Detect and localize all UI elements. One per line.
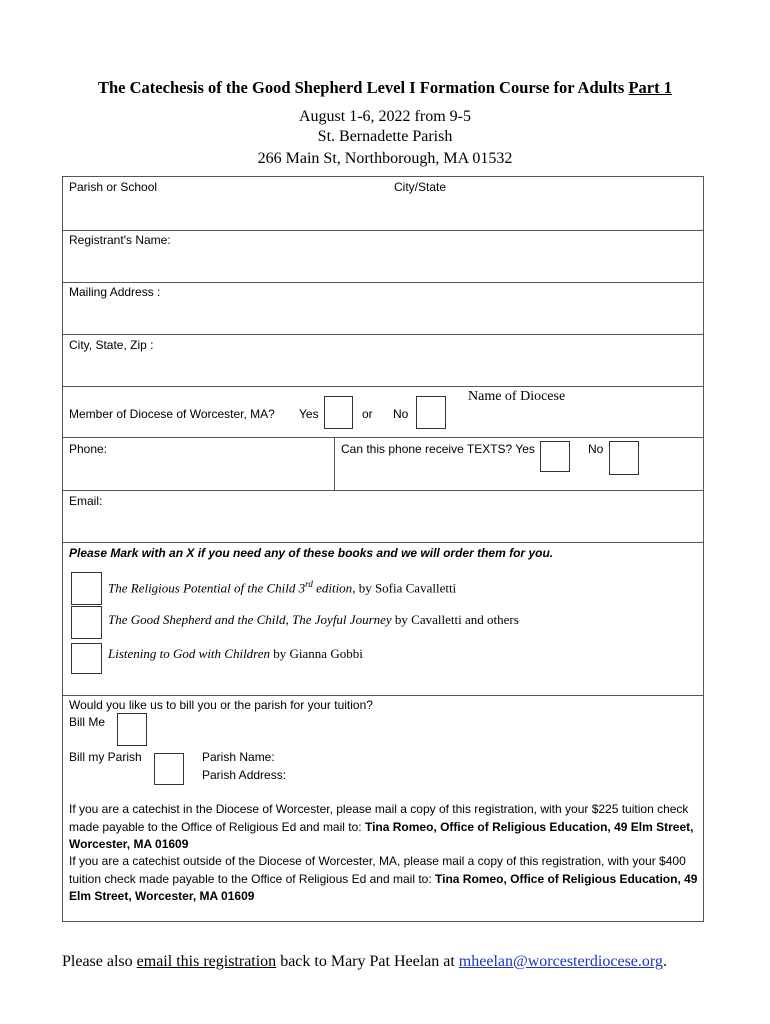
mailing-address-label: Mailing Address : bbox=[69, 285, 161, 299]
row-divider bbox=[63, 437, 703, 438]
member-diocese-label: Member of Diocese of Worcester, MA? bbox=[69, 407, 275, 421]
row-divider bbox=[63, 490, 703, 491]
book-2-text: The Good Shepherd and the Child, The Joyful Journey by Cavalletti and others bbox=[108, 612, 519, 627]
parish-name-header: St. Bernadette Parish bbox=[317, 128, 453, 145]
member-yes-label: Yes bbox=[299, 407, 319, 421]
row-divider bbox=[63, 230, 703, 231]
row-divider bbox=[63, 695, 703, 696]
form-title: The Catechesis of the Good Shepherd Level I Formation Course for Adults Part 1 bbox=[98, 78, 672, 97]
bill-me-checkbox[interactable] bbox=[117, 713, 147, 746]
city-state-zip-label: City, State, Zip : bbox=[69, 338, 154, 352]
parish-address-label: Parish Address: bbox=[202, 768, 287, 782]
book-2-checkbox[interactable] bbox=[71, 606, 102, 639]
bill-me-label: Bill Me bbox=[69, 715, 106, 729]
book-1-checkbox[interactable] bbox=[71, 572, 102, 605]
course-dates: August 1-6, 2022 from 9-5 bbox=[299, 108, 471, 125]
texts-question-label: Can this phone receive TEXTS? Yes bbox=[341, 442, 535, 456]
title-part: Part 1 bbox=[628, 78, 672, 97]
texts-no-checkbox[interactable] bbox=[609, 441, 639, 475]
member-yes-checkbox[interactable] bbox=[324, 396, 353, 429]
row-divider bbox=[63, 542, 703, 543]
name-of-diocese-label: Name of Diocese bbox=[468, 389, 566, 404]
instructions-in-diocese: If you are a catechist in the Diocese of Worcester, please mail a copy of this registration, with your $225 tuition check made payable to the Office of Religious Ed and mail to: Tina Romeo, Office of Religious Education, 49 Elm Street, Worcester, MA 01609 bbox=[69, 802, 694, 851]
row-divider bbox=[63, 282, 703, 283]
books-instruction: Please Mark with an X if you need any of these books and we will order them for you. bbox=[69, 546, 554, 560]
book-3-text: Listening to God with Children by Gianna Gobbi bbox=[108, 646, 363, 661]
row-divider bbox=[63, 334, 703, 335]
column-divider bbox=[334, 437, 335, 490]
email-registration-text: email this registration bbox=[136, 953, 277, 970]
parish-name-label: Parish Name: bbox=[202, 750, 275, 764]
registrant-name-label: Registrant's Name: bbox=[69, 233, 171, 247]
contact-email-link[interactable]: mheelan@worcesterdiocese.org bbox=[458, 953, 663, 970]
book-3-checkbox[interactable] bbox=[71, 643, 102, 674]
billing-question: Would you like us to bill you or the parish for your tuition? bbox=[69, 698, 373, 712]
registration-form bbox=[62, 176, 704, 922]
instructions-outside-diocese: If you are a catechist outside of the Diocese of Worcester, MA, please mail a copy of this registration, with your $400 tuition check made payable to the Office of Religious Ed and mail to: Tina Romeo, Office of Religious Education, 49 Elm Street, Worcester, MA 01609 bbox=[69, 854, 698, 903]
row-divider bbox=[63, 386, 703, 387]
member-or-label: or bbox=[362, 407, 373, 421]
bill-parish-checkbox[interactable] bbox=[154, 753, 184, 785]
footer-note: Please also email this registration back to Mary Pat Heelan at mheelan@worcesterdiocese.org. bbox=[62, 953, 667, 970]
texts-yes-checkbox[interactable] bbox=[540, 441, 570, 472]
book-1-text: The Religious Potential of the Child 3rd edition, by Sofia Cavalletti bbox=[108, 579, 457, 596]
city-state-label: City/State bbox=[394, 180, 447, 194]
bill-parish-label: Bill my Parish bbox=[69, 750, 142, 764]
email-label: Email: bbox=[69, 494, 103, 508]
texts-no-label: No bbox=[588, 442, 604, 456]
member-no-checkbox[interactable] bbox=[416, 396, 446, 429]
member-no-label: No bbox=[393, 407, 409, 421]
phone-label: Phone: bbox=[69, 442, 108, 456]
parish-address-header: 266 Main St, Northborough, MA 01532 bbox=[257, 150, 513, 167]
parish-or-school-label: Parish or School bbox=[69, 180, 158, 194]
